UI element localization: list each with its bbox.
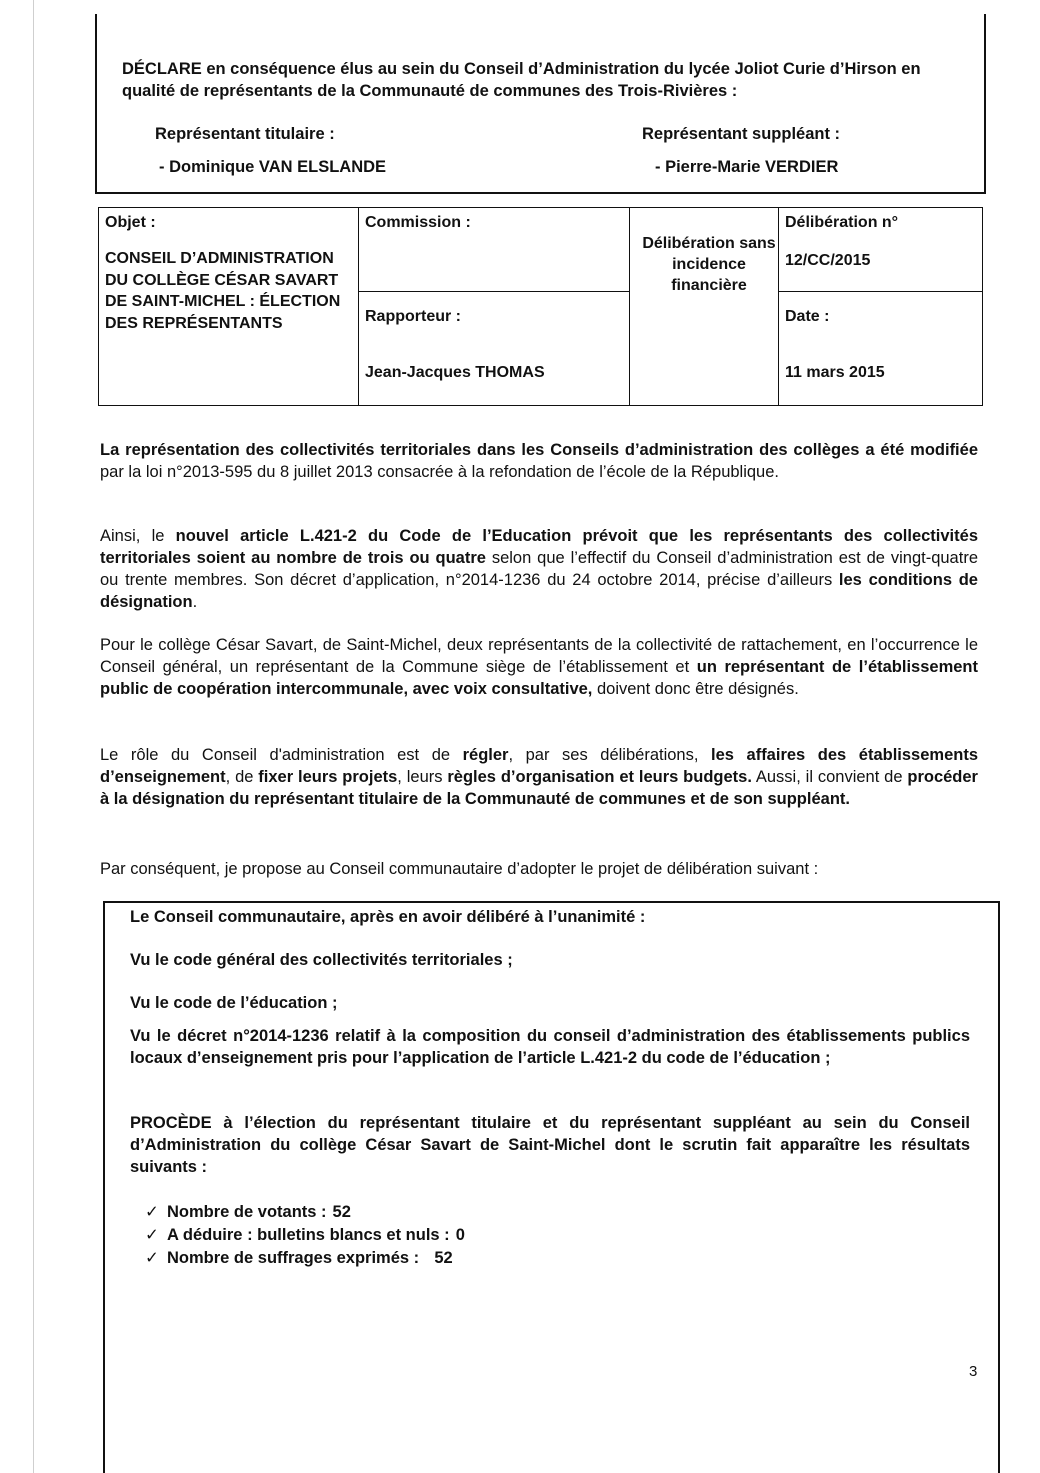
checkmark-icon: ✓ xyxy=(145,1226,159,1244)
paragraph-college xyxy=(100,634,978,700)
text: par la loi n°2013-595 du 8 juillet 2013 consacrée à la refondation de l’école de la République. xyxy=(100,463,779,481)
paragraph-representation xyxy=(100,439,978,483)
date-value: 11 mars 2015 xyxy=(785,364,885,381)
commission-label: Commission : xyxy=(365,214,471,231)
result-value: 0 xyxy=(455,1226,465,1244)
table-divider xyxy=(629,208,630,405)
table-divider xyxy=(358,208,359,405)
objet-label: Objet : xyxy=(105,214,156,231)
result-value: 52 xyxy=(425,1249,453,1267)
titulaire-name: - Dominique VAN ELSLANDE xyxy=(159,158,387,176)
text: , leurs xyxy=(397,768,448,786)
margin-line xyxy=(33,0,34,1473)
text: , par ses délibérations, xyxy=(508,746,712,764)
checkmark-icon: ✓ xyxy=(145,1249,159,1267)
text: Ainsi, le xyxy=(100,527,176,545)
text: selon que l’effectif du Conseil d’administration est de vingt-quatre ou trente membres. Son décret d’application, n°2014-1236 du 24 octobre 2014, précise d’ailleurs xyxy=(100,549,978,589)
decision-intro: Le Conseil communautaire, après en avoir délibéré à l’unanimité : xyxy=(130,908,646,926)
vu-decret: Vu le décret n°2014-1236 relatif à la composition du conseil d’administration des établissements publics locaux d’enseignement pris pour l’application de l’article L.421-2 du code de l’éducation ; xyxy=(130,1027,970,1067)
result-label: Nombre de suffrages exprimés : xyxy=(167,1249,420,1267)
objet-value: CONSEIL D’ADMINISTRATION DU COLLÈGE CÉSAR SAVART DE SAINT-MICHEL : ÉLECTION DES REPRÉSENTANTS xyxy=(105,250,341,332)
checkmark-icon: ✓ xyxy=(145,1203,159,1221)
page-number: 3 xyxy=(969,1363,978,1380)
bold-text: un représentant de l’établissement public de coopération intercommunale, avec voix consultative, xyxy=(100,658,978,698)
result-value: 52 xyxy=(332,1203,351,1221)
list-item xyxy=(145,1224,465,1247)
results-list xyxy=(145,1201,465,1270)
list-item xyxy=(145,1247,465,1270)
paragraph-role xyxy=(100,744,978,810)
table-divider xyxy=(358,291,629,292)
deliberation-number-label: Délibération n° xyxy=(785,214,899,231)
vu-code-education: Vu le code de l’éducation ; xyxy=(130,994,338,1012)
declaration-text: DÉCLARE en conséquence élus au sein du Conseil d’Administration du lycée Joliot Curie d’Hirson en qualité de représentants de la Communauté de communes des Trois-Rivières : xyxy=(122,60,921,100)
procede-text: PROCÈDE à l’élection du représentant titulaire et du représentant suppléant au sein du Conseil d’Administration du collège César Savart de Saint-Michel dont le scrutin fait apparaître les résultats suivants : xyxy=(130,1114,970,1176)
text: Le rôle du Conseil d'administration est de xyxy=(100,746,463,764)
text: doivent donc être désignés. xyxy=(592,680,799,698)
list-item xyxy=(145,1201,465,1224)
text: Pour le collège César Savart, de Saint-Michel, deux représentants de la collectivité de rattachement, en l’occurrence le Conseil général, un représentant de la Commune siège de l’établissement et xyxy=(100,636,978,676)
text: . xyxy=(192,593,198,611)
declaration-box xyxy=(95,14,986,194)
bold-text: régler xyxy=(462,746,509,764)
vu-code-collectivites: Vu le code général des collectivités territoriales ; xyxy=(130,951,513,969)
result-label: A déduire : bulletins blancs et nuls : xyxy=(167,1226,450,1244)
suppleant-name: - Pierre-Marie VERDIER xyxy=(655,158,839,176)
text: Aussi, il convient de xyxy=(751,768,908,786)
deliberation-number-value: 12/CC/2015 xyxy=(785,252,871,269)
titulaire-label: Représentant titulaire : xyxy=(155,125,335,143)
bold-text: procéder à la désignation du représentant titulaire de la Communauté de communes et de son suppléant. xyxy=(100,768,978,808)
bold-text: les affaires des établissements d’enseignement xyxy=(100,746,979,786)
bold-text: les conditions de désignation xyxy=(100,571,978,611)
suppleant-label: Représentant suppléant : xyxy=(642,125,841,143)
rapporteur-value: Jean-Jacques THOMAS xyxy=(365,364,545,381)
bold-text: La représentation des collectivités territoriales dans les Conseils d’administration des collèges a été modifiée xyxy=(100,441,978,459)
bold-text: nouvel article L.421-2 du Code de l’Education prévoit que les représentants des collectivités territoriales soient au nombre de trois ou quatre xyxy=(100,527,978,567)
text: , de xyxy=(225,768,259,786)
date-label: Date : xyxy=(785,308,830,325)
deliberation-header-table xyxy=(98,207,983,406)
bold-text: fixer leurs projets xyxy=(258,768,398,786)
incidence-note: Délibération sans incidence financière xyxy=(642,235,776,294)
paragraph-proposal: Par conséquent, je propose au Conseil communautaire d’adopter le projet de délibération suivant : xyxy=(100,860,819,878)
table-divider xyxy=(778,291,982,292)
paragraph-article xyxy=(100,525,978,613)
result-label: Nombre de votants : xyxy=(167,1203,327,1221)
decision-box xyxy=(103,901,1000,1473)
rapporteur-label: Rapporteur : xyxy=(365,308,461,325)
bold-text: règles d’organisation et leurs budgets. xyxy=(447,768,752,786)
